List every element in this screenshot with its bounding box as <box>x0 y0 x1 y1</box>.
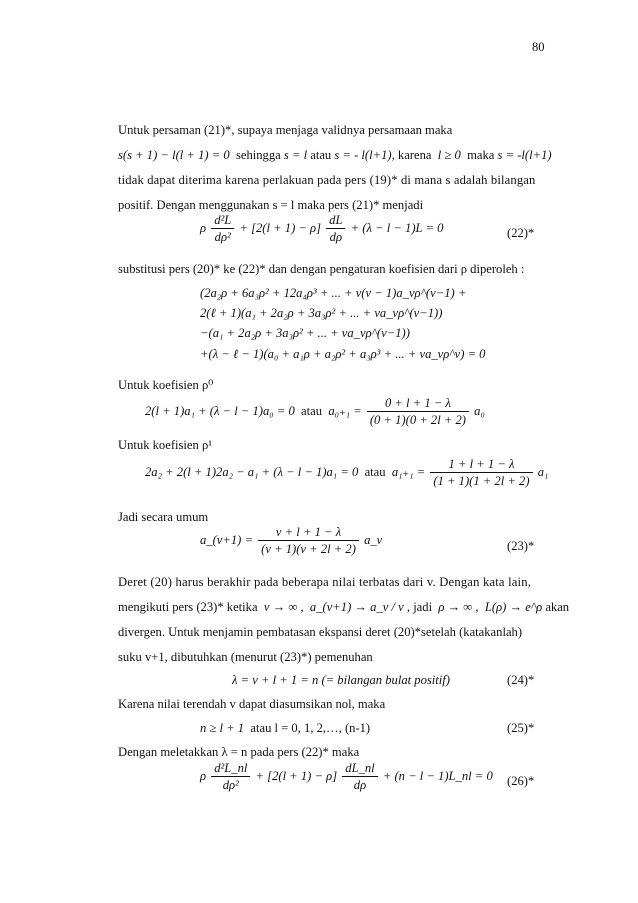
frac-numerator: ν + l + 1 − λ <box>275 525 342 539</box>
recursion-lhs: a_(ν+1) = <box>200 532 254 547</box>
condition-l: l ≥ 0 <box>437 148 461 162</box>
frac-numerator: dL <box>329 213 343 227</box>
equation-middle-term: + [2(l + 1) − ρ] <box>239 220 322 235</box>
equation-24-label: (24)* <box>507 673 535 687</box>
expansion-line-4: +(λ − ℓ − 1)(a₀ + a₁ρ + a₂ρ² + a₃ρ³ + ... + νa_νρ^ν) = 0 <box>200 347 486 361</box>
nu-limit: ν → ∞ , <box>263 600 304 614</box>
frac-denominator: (ν + 1)(ν + 2l + 2) <box>258 540 359 558</box>
paragraph-lowest: Karena nilai terendah v dapat diasumsikan nol, maka <box>118 697 386 711</box>
coefficient-0-lhs: 2(l + 1)a₁ + (λ − l − 1)a₀ = 0 <box>145 403 295 418</box>
text-jadi: jadi <box>413 600 433 614</box>
coefficient-1-result: a₁₊₁ = <box>391 464 426 479</box>
exponential-behaviour: L(ρ) → e^ρ <box>484 600 543 614</box>
recursion-fraction <box>258 524 359 558</box>
coefficient-ratio: a_(ν+1) → a_ν / ν , <box>309 600 411 614</box>
paragraph-intro: Untuk persaman (21)*, supaya menjaga validnya persamaan maka <box>118 123 453 137</box>
condition-line <box>118 148 552 163</box>
rho-symbol: ρ <box>200 768 207 783</box>
text-mengikuti: mengikuti pers (23)* ketika <box>118 600 258 614</box>
expansion-line-2: 2(ℓ + 1)(a₁ + 2a₂ρ + 3a₃ρ² + ... + νa_νρ^(ν−1)) <box>200 306 443 320</box>
text-atau: atau <box>301 403 323 418</box>
frac-denominator: dρ² <box>211 776 250 794</box>
equation-middle-term: + [2(l + 1) − ρ] <box>255 768 338 783</box>
coefficient-1-heading: Untuk koefisien ρ¹ <box>118 438 213 452</box>
rho-limit: ρ → ∞ , <box>438 600 479 614</box>
coefficient-1-lhs: 2a₂ + 2(l + 1)2a₂ − a₁ + (λ − l − 1)a₁ = 0 <box>145 464 359 479</box>
frac-denominator: dρ <box>342 776 377 794</box>
indicial-equation: s(s + 1) − l(l + 1) = 0 <box>118 148 230 162</box>
equation-23-label: (23)* <box>507 539 535 553</box>
paragraph-line-4: positif. Dengan menggunakan s = l maka pers (21)* menjadi <box>118 198 424 212</box>
text-atau: atau <box>310 148 332 162</box>
equation-24: λ = ν + l + 1 = n (= bilangan bulat positif) <box>232 673 450 687</box>
asymptotic-line <box>118 600 569 615</box>
coefficient-1-factor: a₁ <box>537 464 549 479</box>
coefficient-0-factor: a₀ <box>474 403 485 418</box>
first-derivative-fraction <box>342 760 377 794</box>
text-sehingga: sehingga <box>235 148 281 162</box>
rejected-root: s = -l(l+1) <box>497 148 552 162</box>
frac-numerator: dL_nl <box>345 761 375 775</box>
equation-22 <box>200 212 443 246</box>
equation-26-label: (26)* <box>507 774 535 788</box>
coefficient-0-result: a₀₊₁ = <box>328 403 362 418</box>
text-akan: akan <box>545 600 570 614</box>
coefficient-0-fraction <box>367 395 469 429</box>
coefficient-1-fraction <box>430 456 532 490</box>
text-maka: maka <box>467 148 495 162</box>
general-heading: Jadi secara umum <box>118 510 209 524</box>
paragraph-line-3: tidak dapat diterima karena perlakuan pada pers (19)* di mana s adalah bilangan <box>118 173 536 187</box>
recursion-factor: a_ν <box>364 532 383 547</box>
page-number: 80 <box>532 40 545 54</box>
coefficient-0-equation <box>145 395 485 429</box>
equation-25 <box>200 721 370 736</box>
expansion-line-1: (2a₂ρ + 6a₃ρ² + 12a₄ρ³ + ... + ν(ν − 1)a_νρ^(ν−1) + <box>200 286 467 300</box>
root-1: s = l <box>283 148 308 162</box>
equation-tail: + (n − l − 1)L_nl = 0 <box>382 768 493 783</box>
coefficient-0-heading: Untuk koefisien ρ⁰ <box>118 378 214 392</box>
second-derivative-fraction <box>211 212 234 246</box>
l-values: atau l = 0, 1, 2,…, (n-1) <box>250 721 371 735</box>
frac-denominator: (0 + 1)(0 + 2l + 2) <box>367 411 469 429</box>
text-atau: atau <box>364 464 386 479</box>
frac-denominator: dρ² <box>211 228 234 246</box>
second-derivative-fraction <box>211 760 250 794</box>
paragraph-substitution: substitusi pers (20)* ke (22)* dan dengan pengaturan koefisien dari ρ diperoleh : <box>118 262 525 276</box>
expansion-line-3: −(a₁ + 2a₂ρ + 3a₃ρ² + ... + νa_νρ^(ν−1)) <box>200 326 410 340</box>
equation-22-label: (22)* <box>507 226 535 240</box>
frac-numerator: d²L_nl <box>214 761 248 775</box>
rho-symbol: ρ <box>200 220 207 235</box>
text-karena: karena <box>397 148 432 162</box>
paragraph-substitute: Dengan meletakkan λ = n pada pers (22)* maka <box>118 745 360 759</box>
frac-denominator: (1 + 1)(1 + 2l + 2) <box>430 472 532 490</box>
equation-26 <box>200 760 493 794</box>
frac-denominator: dρ <box>326 228 345 246</box>
first-derivative-fraction <box>326 212 345 246</box>
root-2: s = - l(l+1), <box>334 148 395 162</box>
frac-numerator: d²L <box>214 213 232 227</box>
frac-numerator: 0 + l + 1 − λ <box>384 396 451 410</box>
frac-numerator: 1 + l + 1 − λ <box>448 457 515 471</box>
paragraph-divergent: divergen. Untuk menjamin pembatasan ekspansi deret (20)*setelah (katakanlah) <box>118 625 523 639</box>
coefficient-1-equation <box>145 456 548 490</box>
equation-25-label: (25)* <box>507 721 535 735</box>
equation-23 <box>200 524 382 558</box>
paragraph-series-end: Deret (20) harus berakhir pada beberapa nilai terbatas dari v. Dengan kata lain, <box>118 575 532 589</box>
quantum-condition: n ≥ l + 1 <box>200 721 245 735</box>
equation-tail: + (λ − l − 1)L = 0 <box>350 220 444 235</box>
paragraph-term: suku v+1, dibutuhkan (menurut (23)*) pemenuhan <box>118 650 373 664</box>
